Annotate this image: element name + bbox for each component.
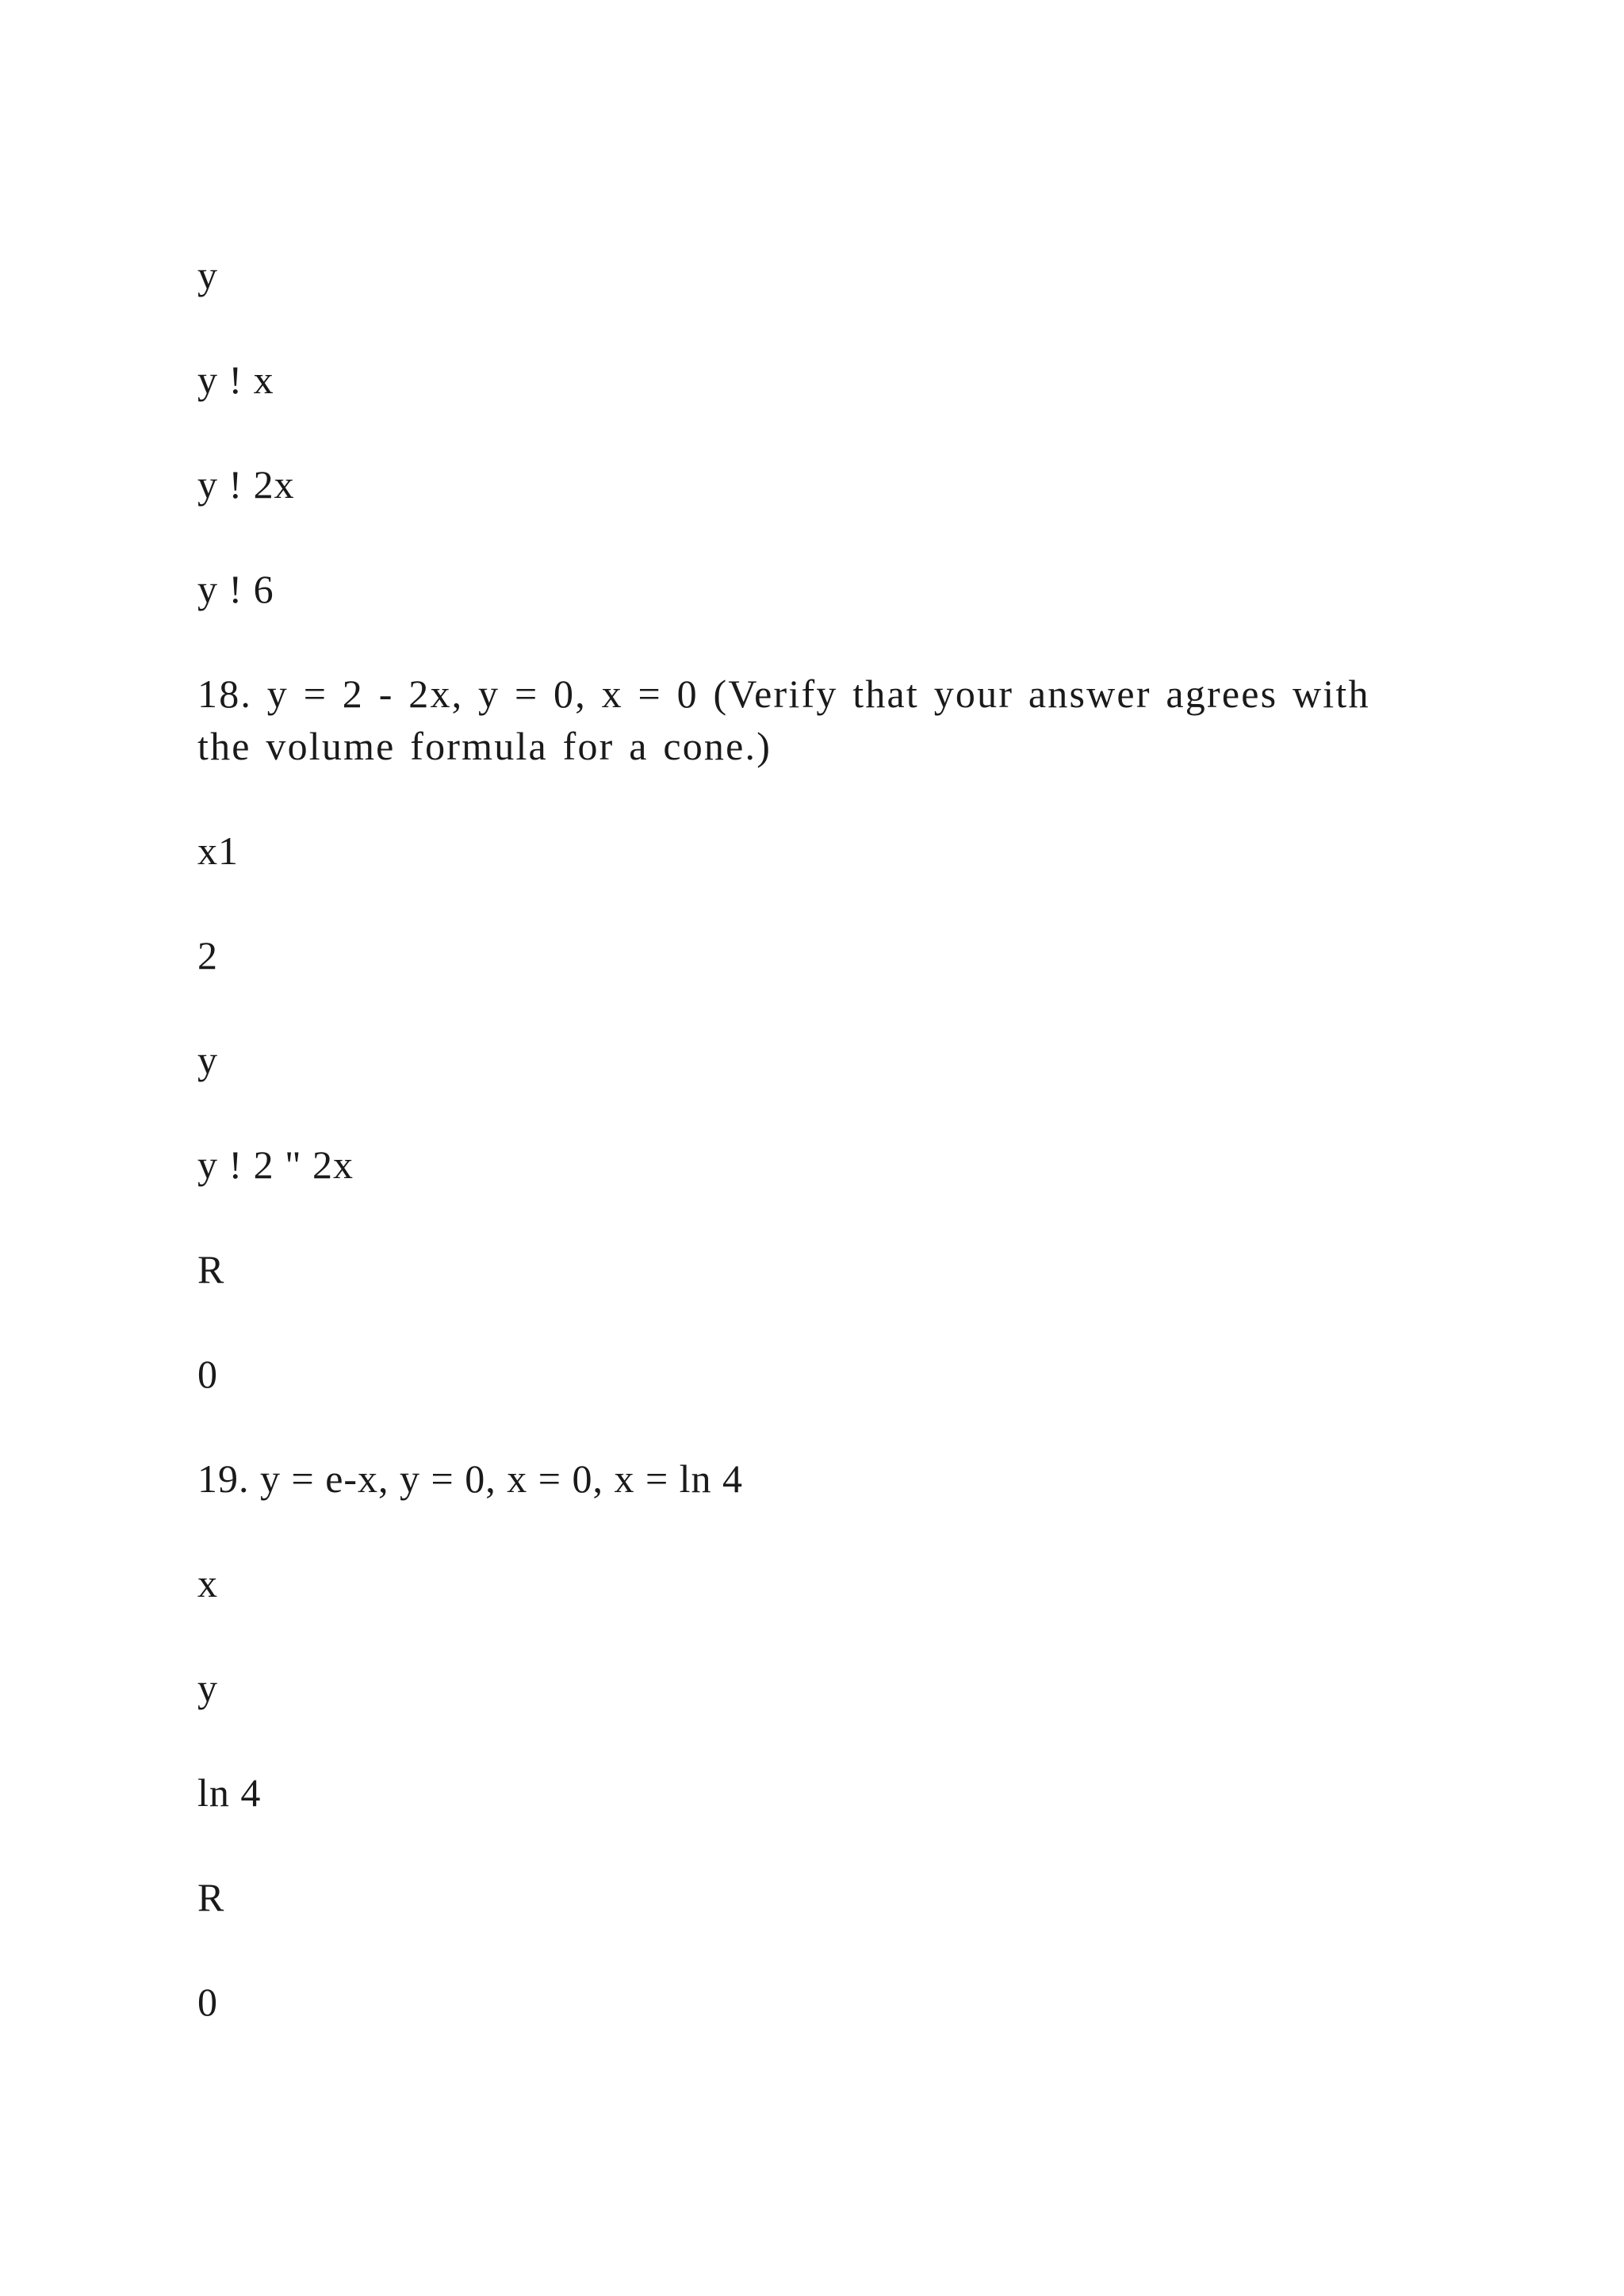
problem-19: 19. y = e-x, y = 0, x = 0, x = ln 4 bbox=[197, 1456, 744, 1501]
problem-18: 18. y = 2 - 2x, y = 0, x = 0 (Verify that your answer agrees with the volume formula for a cone.) bbox=[197, 672, 1370, 768]
text-line-10: R bbox=[197, 1247, 225, 1292]
text-line-13: x bbox=[197, 1561, 218, 1605]
text-line-9: y ! 2 " 2x bbox=[197, 1142, 354, 1187]
text-line-2: y ! x bbox=[197, 358, 274, 402]
text-line-11: 0 bbox=[197, 1352, 218, 1396]
text-line-1: y bbox=[197, 253, 218, 297]
text-line-15: ln 4 bbox=[197, 1770, 262, 1815]
text-line-16: R bbox=[197, 1875, 225, 1919]
text-line-4: y ! 6 bbox=[197, 567, 274, 611]
text-line-14: y bbox=[197, 1666, 218, 1710]
text-line-17: 0 bbox=[197, 1980, 218, 2024]
text-line-6: x1 bbox=[197, 828, 239, 873]
text-line-3: y ! 2x bbox=[197, 462, 295, 507]
text-line-7: 2 bbox=[197, 933, 218, 978]
text-line-8: y bbox=[197, 1038, 218, 1082]
